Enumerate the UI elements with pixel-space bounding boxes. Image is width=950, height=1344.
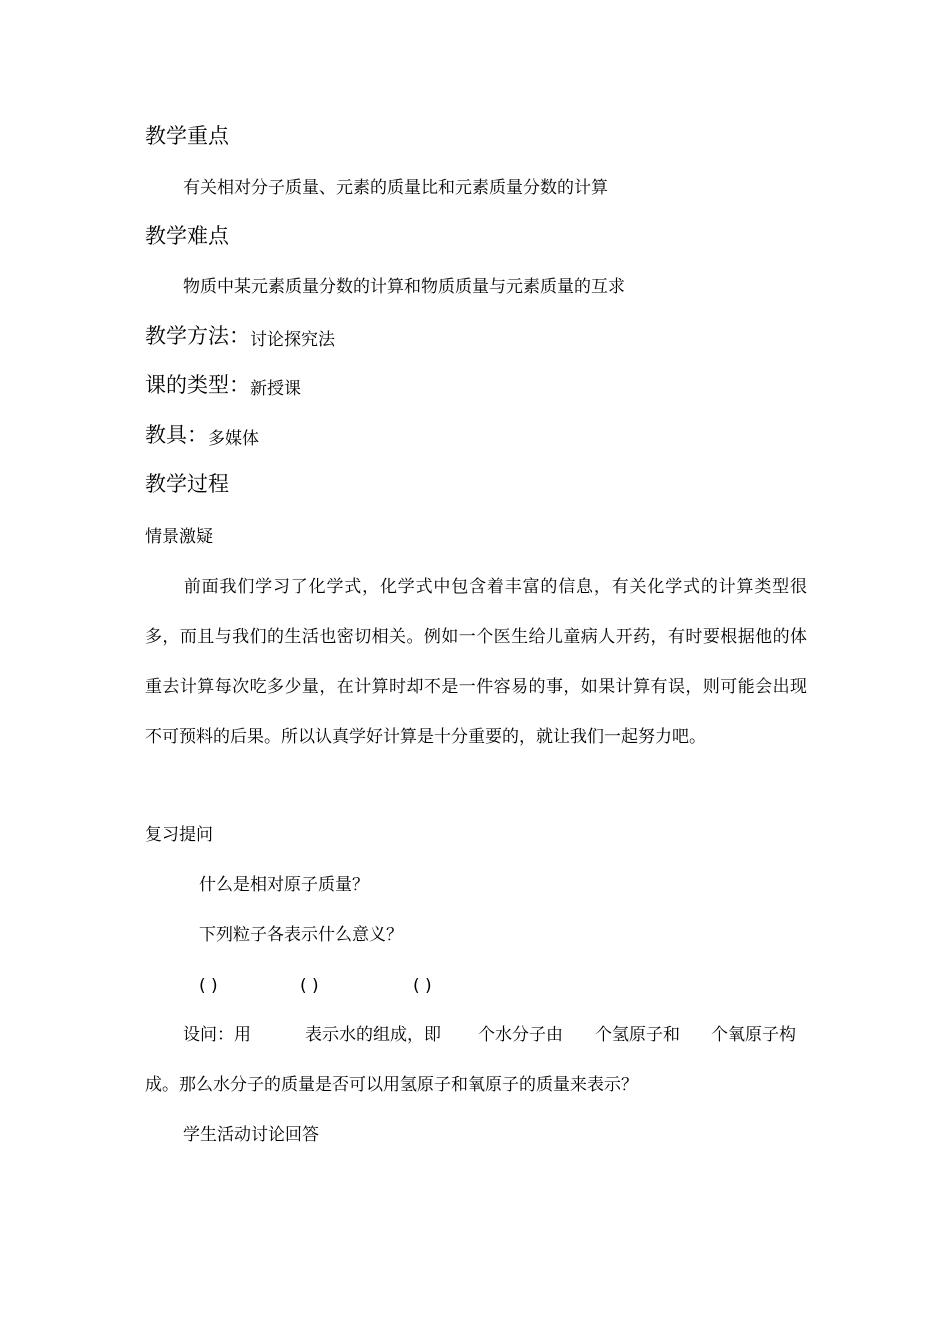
blank-2: ( )	[300, 976, 319, 996]
key-points-text: 有关相对分子质量、元素的质量比和元素质量分数的计算	[183, 178, 608, 198]
question-3-part-2: 表示水的组成，即	[305, 1025, 441, 1045]
heading-process: 教学过程	[145, 472, 229, 496]
question-3-part-3: 个水分子由	[478, 1025, 563, 1045]
blank-1: ( )	[199, 976, 218, 996]
blank-3: ( )	[413, 976, 432, 996]
section-scenario: 情景激疑	[145, 527, 213, 547]
tools-label: 教具：	[145, 423, 208, 447]
scenario-paragraph	[145, 562, 807, 762]
lesson-type-row	[145, 373, 301, 399]
student-activity: 学生活动讨论回答	[183, 1125, 319, 1145]
scenario-paragraph-text: 前面我们学习了化学式，化学式中包含着丰富的信息，有关化学式的计算类型很多，而且与我们的生活也密切相关。例如一个医生给儿童病人开药，有时要根据他的体重去计算每次吃多少量，在计算时却不是一件容易的事，如果计算有误，则可能会出现不可预料的后果。所以认真学好计算是十分重要的，就让我们一起努力吧。	[145, 577, 807, 747]
question-3-line-2: 成。那么水分子的质量是否可以用氢原子和氧原子的质量来表示？	[145, 1075, 638, 1095]
question-3-part-4: 个氢原子和	[595, 1025, 680, 1045]
method-label: 教学方法：	[145, 324, 250, 348]
method-row	[145, 324, 335, 350]
lesson-type-value: 新授课	[250, 379, 301, 399]
question-1: 什么是相对原子质量？	[199, 875, 369, 895]
heading-difficulties: 教学难点	[145, 224, 229, 248]
question-2: 下列粒子各表示什么意义？	[199, 925, 403, 945]
method-value: 讨论探究法	[250, 330, 335, 350]
question-3-part-5: 个氧原子构	[711, 1025, 796, 1045]
question-3-part-1: 设问：用	[183, 1025, 251, 1045]
difficulties-text: 物质中某元素质量分数的计算和物质质量与元素质量的互求	[183, 277, 625, 297]
heading-key-points: 教学重点	[145, 124, 229, 148]
tools-row	[145, 423, 259, 449]
tools-value: 多媒体	[208, 429, 259, 449]
section-review: 复习提问	[145, 825, 213, 845]
lesson-type-label: 课的类型：	[145, 373, 250, 397]
